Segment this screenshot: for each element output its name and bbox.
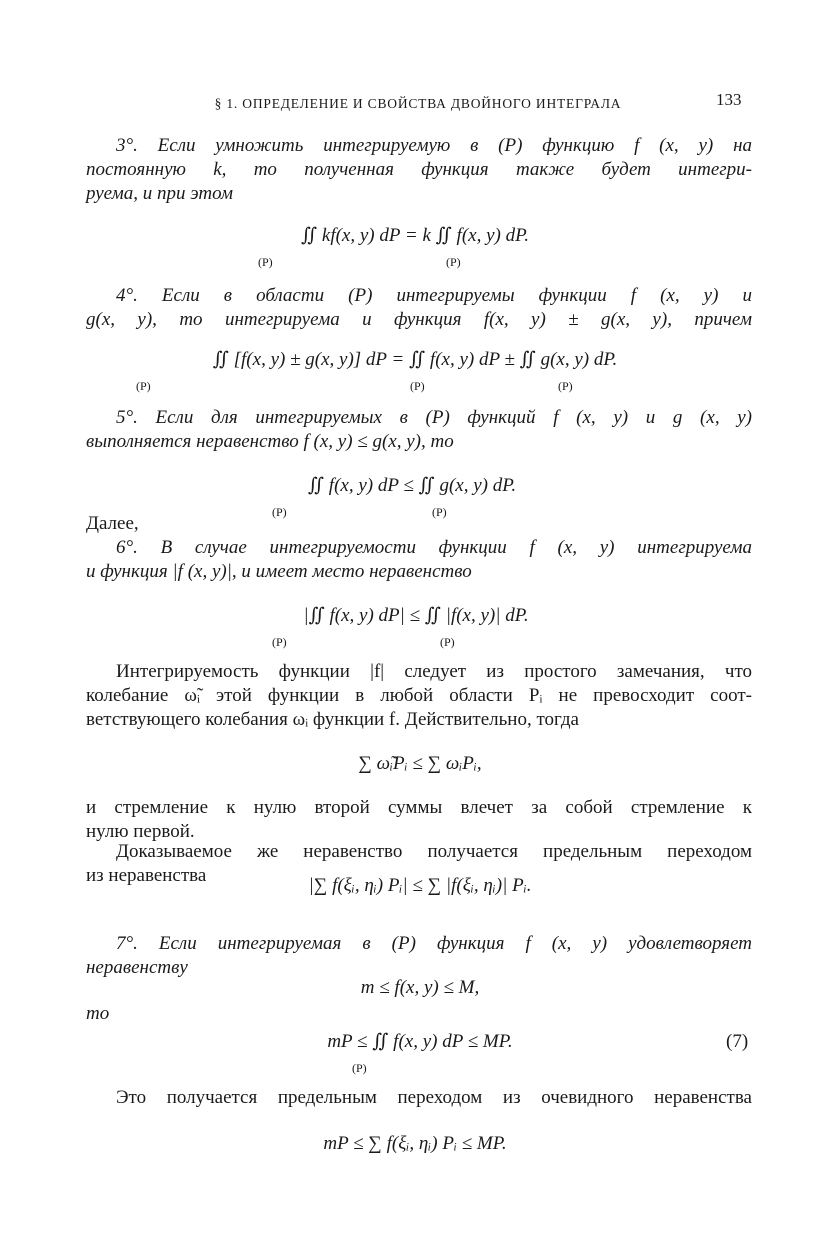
property-6-line-1: 6°. В случае интегрируемости функции f (x, y) интегрируема	[116, 537, 752, 558]
formula-subscript: (P)	[432, 505, 447, 519]
limit-line-1: и стремление к нулю второй суммы влечет за собой стремление к	[86, 797, 752, 818]
property-3-line-1: 3°. Если умножить интегрируемую в (P) функцию f (x, y) на	[116, 135, 752, 156]
to-word	[86, 1002, 752, 1026]
property-7-line-2: неравенству	[86, 957, 188, 978]
property-4-line-2: g(x, y), то интегрируема и функция f(x, y) ± g(x, y), причем	[86, 309, 752, 330]
property-3-text	[86, 134, 752, 206]
bounds-formula: m ≤ f(x, y) ≤ M,	[360, 977, 480, 998]
equation-number: (7)	[726, 1031, 749, 1052]
riemann-sum-formula: |∑ f(ξᵢ, ηᵢ) Pᵢ| ≤ ∑ |f(ξᵢ, ηᵢ)| Pᵢ.	[308, 875, 532, 896]
page-number: 133	[716, 90, 742, 109]
limit-paragraph	[86, 796, 752, 844]
mean-value-formula: mP ≤ ∬ f(x, y) dP ≤ MP.	[327, 1031, 513, 1052]
limit-line-2: нулю первой.	[86, 821, 195, 842]
formula-subscript: (P)	[352, 1061, 367, 1075]
property-6-text	[86, 536, 752, 584]
integrability-line-2: колебание ω̃ᵢ этой функции в любой области Pᵢ не превосходит соот-	[86, 685, 752, 706]
property-6-formula: |∬ f(x, y) dP| ≤ ∬ |f(x, y)| dP.	[303, 605, 529, 626]
formula-subscript: (P)	[440, 635, 455, 649]
formula-subscript: (P)	[272, 635, 287, 649]
formula-subscript: (P)	[258, 255, 273, 269]
formula-subscript: (P)	[272, 505, 287, 519]
property-4-formula: ∬ [f(x, y) ± g(x, y)] dP = ∬ f(x, y) dP ± ∬ g(x, y) dP.	[212, 349, 618, 370]
property-3-formula: ∬ kf(x, y) dP = k ∬ f(x, y) dP.	[300, 225, 530, 246]
formula-subscript: (P)	[446, 255, 461, 269]
dalee-line: Далее,	[86, 513, 139, 534]
property-7-line-1: 7°. Если интегрируемая в (P) функция f (x, y) удовлетворяет	[116, 933, 752, 954]
dalee-text	[86, 512, 752, 536]
oscillation-formula: ∑ ω̃ᵢPᵢ ≤ ∑ ωᵢPᵢ,	[358, 753, 482, 774]
proof-line-2: из неравенства	[86, 865, 207, 886]
integrability-line-1: Интегрируемость функции |f| следует из простого замечания, что	[116, 661, 752, 682]
formula-subscript: (P)	[136, 379, 151, 393]
property-3-line-3: руема, и при этом	[86, 183, 234, 204]
final-line: Это получается предельным переходом из очевидного неравенства	[116, 1087, 752, 1108]
proof-line-1: Доказываемое же неравенство получается предельным переходом	[116, 841, 752, 862]
property-5-text	[86, 406, 752, 454]
formula-subscript: (P)	[410, 379, 425, 393]
integrability-line-3: ветствующего колебания ωᵢ функции f. Действительно, тогда	[86, 709, 579, 730]
integrability-paragraph	[86, 660, 752, 732]
property-5-line-1: 5°. Если для интегрируемых в (P) функций f (x, y) и g (x, y)	[116, 407, 752, 428]
property-5-formula: ∬ f(x, y) dP ≤ ∬ g(x, y) dP.	[307, 475, 517, 496]
final-inequality-formula: mP ≤ ∑ f(ξᵢ, ηᵢ) Pᵢ ≤ MP.	[323, 1133, 507, 1154]
property-6-line-2: и функция |f (x, y)|, и имеет место неравенство	[86, 561, 472, 582]
property-3-line-2: постоянную k, то полученная функция также будет интегри-	[86, 159, 752, 180]
final-paragraph	[86, 1086, 752, 1110]
property-4-text	[86, 284, 752, 332]
formula-subscript: (P)	[558, 379, 573, 393]
running-header: § 1. ОПРЕДЕЛЕНИЕ И СВОЙСТВА ДВОЙНОГО ИНТЕГРАЛА	[214, 96, 622, 111]
property-4-line-1: 4°. Если в области (P) интегрируемы функции f (x, y) и	[116, 285, 752, 306]
property-7-text	[86, 932, 752, 980]
property-5-line-2: выполняется неравенство f (x, y) ≤ g(x, y), то	[86, 431, 454, 452]
to-line: то	[86, 1003, 110, 1024]
